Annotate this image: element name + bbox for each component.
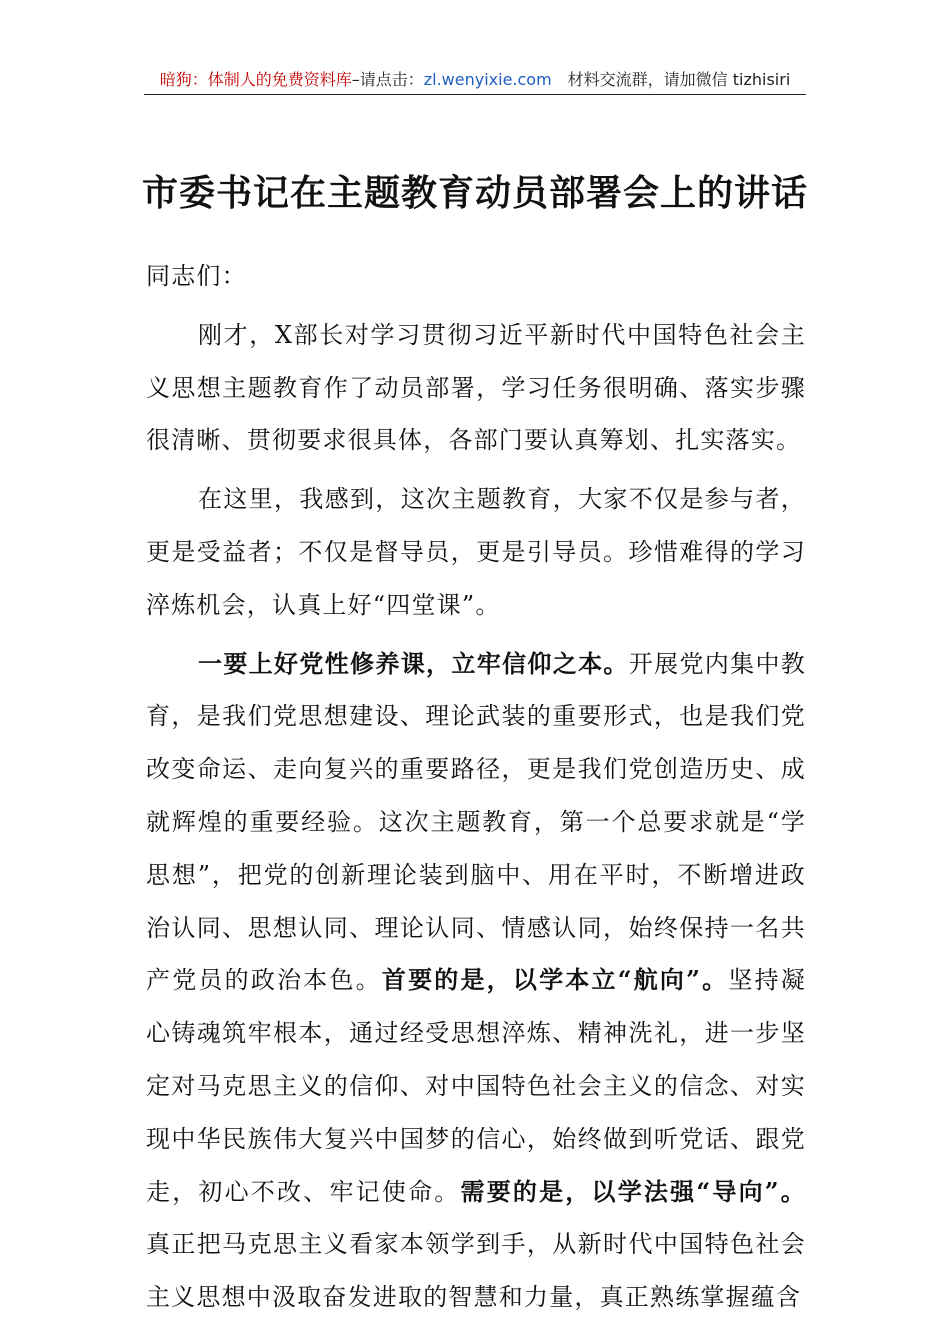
paragraph-3	[146, 638, 806, 1324]
page-header-banner	[144, 66, 806, 95]
paragraph-3-bold-2: 需要的是，以学法强“导向”。	[460, 1176, 806, 1206]
paragraph-3-text-1: 开展党内集中教育，是我们党思想建设、理论武装的重要形式，也是我们党改变命运、走向复兴的重要路径，更是我们党创造历史、成就辉煌的重要经验。这次主题教育，第一个总要求就是“学思想”，把党的创新理论装到脑中、用在平时，不断增进政治认同、思想认同、理论认同、情感认同，始终保持一名共产党员的政治本色。	[146, 649, 806, 995]
paragraph-2: 在这里，我感到，这次主题教育，大家不仅是参与者，更是受益者；不仅是督导员，更是引导员。珍惜难得的学习淬炼机会，认真上好“四堂课”。	[146, 485, 806, 619]
header-group-note: 材料交流群，请加微信 tizhisiri	[567, 70, 791, 89]
header-click-prompt: –请点击：	[351, 70, 424, 89]
paragraph-3-text-3: 真正把马克思主义看家本领学到手，从新时代中国特色社会主义思想中汲取奋发进取的智慧和力量，真正熟练掌握蕴含	[146, 1230, 806, 1312]
header-site-name: 暗狗：体制人的免费资料库	[159, 70, 352, 89]
paragraph-3-text-2: 坚持凝心铸魂筑牢根本，通过经受思想淬炼、精神洗礼，进一步坚定对马克思主义的信仰、对中国特色社会主义的信念、对实现中华民族伟大复兴中国梦的信心，始终做到听党话、跟党走，初心不改、牢记使命。	[146, 966, 806, 1206]
paragraph-3-bold-1: 首要的是，以学本立“航向”。	[381, 965, 729, 995]
document-body	[146, 250, 806, 1324]
header-url-link[interactable]: zl.wenyixie.com	[423, 70, 552, 89]
salutation: 同志们：	[146, 262, 247, 290]
paragraph-3-heading: 一要上好党性修养课，立牢信仰之本。	[198, 648, 629, 678]
document-title: 市委书记在主题教育动员部署会上的讲话	[141, 172, 808, 214]
paragraph-1: 刚才，X部长对学习贯彻习近平新时代中国特色社会主义思想主题教育作了动员部署，学习任务很明确、落实步骤很清晰、贯彻要求很具体，各部门要认真筹划、扎实落实。	[146, 320, 806, 455]
